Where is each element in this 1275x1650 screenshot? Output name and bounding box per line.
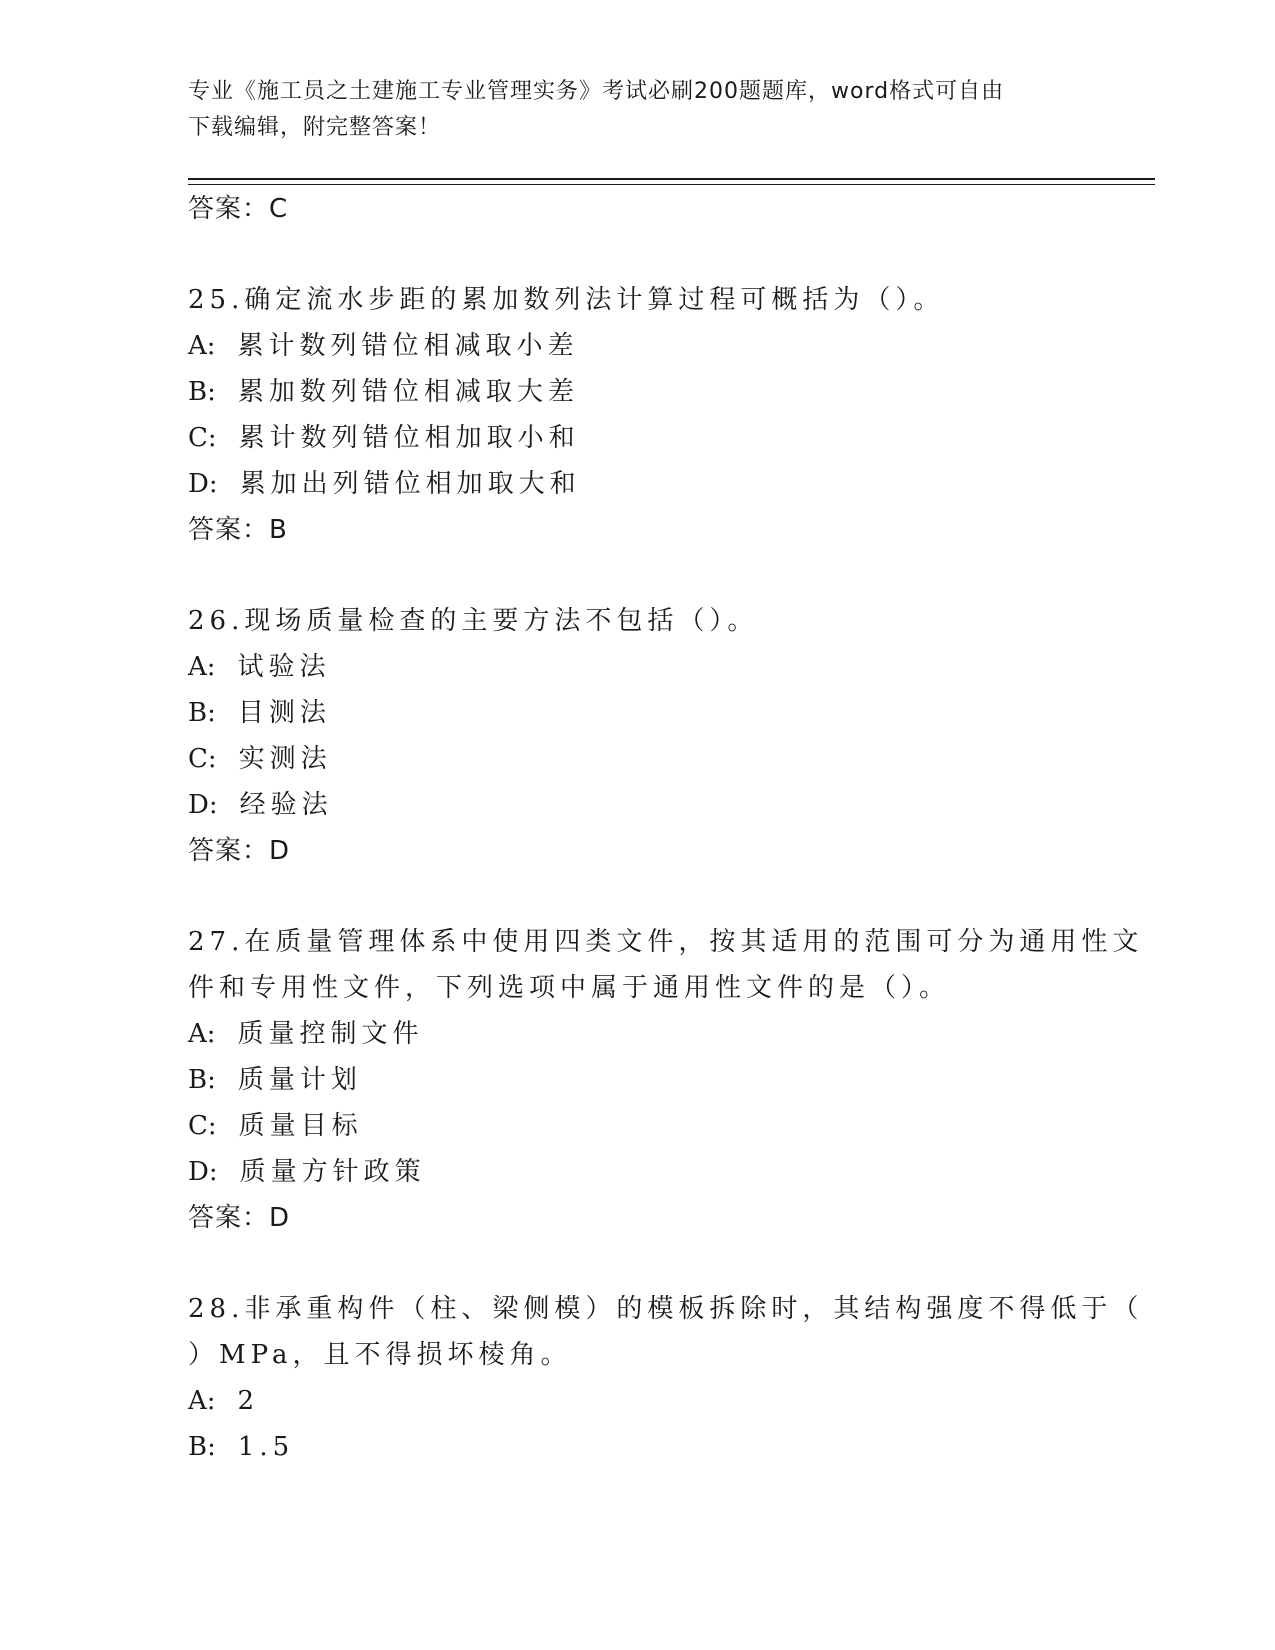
- option-key: B:: [188, 1432, 216, 1462]
- option-key: A:: [188, 1386, 216, 1416]
- question-block: [188, 277, 1088, 553]
- header-line-2: 下载编辑，附完整答案！: [188, 115, 442, 140]
- question-spacer: [188, 1241, 1088, 1286]
- option-item: [188, 415, 1088, 461]
- option-text: 目测法: [237, 698, 331, 728]
- option-key: A:: [188, 1019, 216, 1049]
- document-header: [188, 74, 1068, 146]
- option-text: 2: [237, 1386, 260, 1416]
- question-text: 25.确定流水步距的累加数列法计算过程可概括为（）。: [188, 285, 945, 315]
- option-item: [188, 644, 1088, 690]
- option-key: C:: [188, 744, 217, 774]
- header-rule-thick: [188, 178, 1155, 180]
- option-item: [188, 736, 1088, 782]
- option-key: A:: [188, 652, 216, 682]
- option-key: B:: [188, 1065, 216, 1095]
- option-text: 1.5: [237, 1432, 295, 1462]
- option-text: 试验法: [237, 652, 331, 682]
- option-text: 质量方针政策: [239, 1157, 426, 1187]
- question-spacer: [188, 874, 1088, 919]
- question-text: ）MPa，且不得损坏棱角。: [188, 1340, 572, 1370]
- question-spacer: [188, 553, 1088, 598]
- option-text: 累加出列错位相加取大和: [239, 469, 581, 499]
- option-item: [188, 1057, 1088, 1103]
- option-key: D:: [188, 1157, 218, 1187]
- option-item: [188, 690, 1088, 736]
- option-item: [188, 1103, 1088, 1149]
- option-key: A:: [188, 331, 216, 361]
- option-key: C:: [188, 1111, 217, 1141]
- answer-line: 答案：C: [188, 194, 289, 224]
- questions-container: [188, 232, 1144, 1470]
- option-text: 经验法: [239, 790, 333, 820]
- question-text: 27.在质量管理体系中使用四类文件，按其适用的范围可分为通用性文: [188, 927, 1144, 957]
- option-key: D:: [188, 469, 218, 499]
- question-text: 28.非承重构件（柱、梁侧模）的模板拆除时，其结构强度不得低于（: [188, 1294, 1144, 1324]
- question-list: [188, 186, 1144, 1470]
- question-text: 26.现场质量检查的主要方法不包括（）。: [188, 606, 759, 636]
- option-text: 累加数列错位相减取大差: [237, 377, 579, 407]
- option-text: 质量目标: [238, 1111, 363, 1141]
- option-item: [188, 1149, 1088, 1195]
- header-line-1: 专业《施工员之土建施工专业管理实务》考试必刷200题题库，word格式可自由: [188, 79, 1005, 104]
- option-item: [188, 369, 1088, 415]
- option-key: B:: [188, 377, 216, 407]
- option-item: [188, 461, 1088, 507]
- answer-line: 答案：D: [188, 1203, 291, 1233]
- option-text: 质量控制文件: [237, 1019, 424, 1049]
- question-block: [188, 1286, 1144, 1470]
- option-item: [188, 323, 1088, 369]
- option-text: 累计数列错位相加取小和: [238, 423, 580, 453]
- option-key: C:: [188, 423, 217, 453]
- question-spacer: [188, 232, 1088, 277]
- option-item: [188, 1011, 1088, 1057]
- option-key: B:: [188, 698, 216, 728]
- question-block: [188, 919, 1144, 1241]
- option-item: [188, 1378, 1088, 1424]
- option-item: [188, 1424, 1088, 1470]
- option-text: 累计数列错位相减取小差: [237, 331, 579, 361]
- option-item: [188, 782, 1088, 828]
- option-text: 实测法: [238, 744, 332, 774]
- answer-line: 答案：D: [188, 836, 291, 866]
- option-text: 质量计划: [237, 1065, 362, 1095]
- question-block: [188, 598, 1088, 874]
- answer-line: 答案：B: [188, 515, 288, 545]
- question-text: 件和专用性文件，下列选项中属于通用性文件的是（）。: [188, 973, 951, 1003]
- header-rule-thin: [188, 184, 1155, 185]
- option-key: D:: [188, 790, 218, 820]
